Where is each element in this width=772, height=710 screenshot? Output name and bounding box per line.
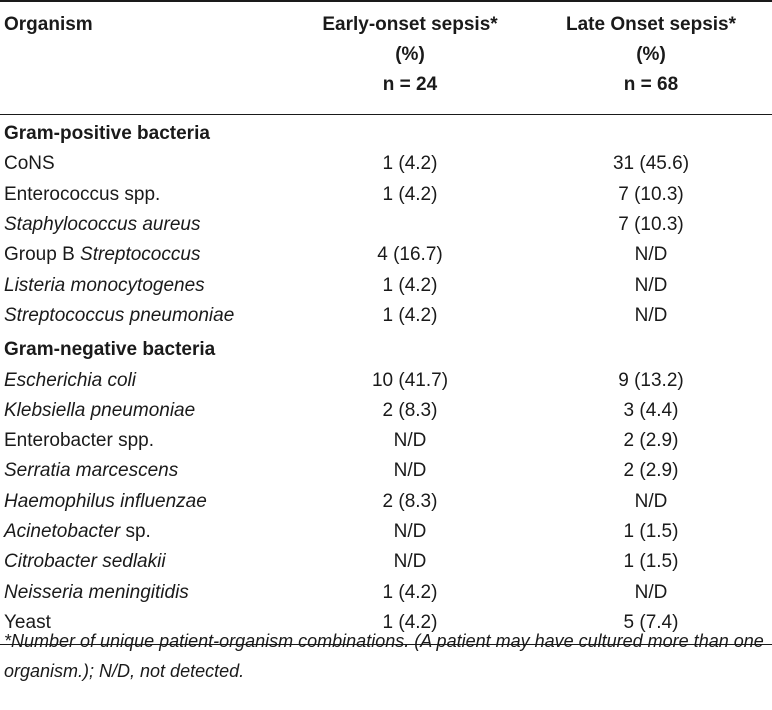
header-early-unit: (%): [395, 44, 425, 65]
organism-name: [0, 240, 290, 270]
section-label: Gram-positive bacteria: [4, 123, 210, 145]
early-value: N/D: [393, 430, 427, 452]
late-value: 9 (13.2): [618, 369, 684, 391]
late-value: N/D: [634, 490, 668, 512]
header-late-n: n = 68: [623, 74, 679, 95]
early-value: 2 (8.3): [382, 399, 438, 421]
table-header-row: [0, 1, 772, 115]
late-value: 7 (10.3): [618, 183, 684, 205]
table-row: [0, 180, 772, 210]
early-value: N/D: [393, 521, 427, 542]
table-row: [0, 149, 772, 179]
late-value: N/D: [634, 244, 668, 266]
late-value: 3 (4.4): [623, 399, 679, 421]
organism-name: Serratia marcescens: [4, 460, 179, 482]
early-value: 1 (4.2): [382, 304, 438, 326]
late-value: 1 (1.5): [623, 551, 679, 573]
organism-name: Enterobacter spp.: [4, 430, 154, 452]
late-value: 1 (1.5): [623, 521, 679, 542]
header-early-title: Early-onset sepsis*: [322, 14, 498, 35]
early-value: 1 (4.2): [382, 274, 438, 296]
table-row: [0, 547, 772, 577]
late-value: 2 (2.9): [623, 430, 679, 452]
organism-name: Klebsiella pneumoniae: [4, 399, 196, 421]
late-value: N/D: [634, 304, 668, 326]
early-value: [290, 210, 530, 240]
organism-name-genus: Streptococcus: [80, 244, 201, 266]
organism-name-suffix: sp.: [120, 521, 151, 542]
late-value: 2 (2.9): [623, 460, 679, 482]
organism-name: [0, 517, 290, 547]
table-row: [0, 426, 772, 456]
late-value: N/D: [634, 274, 668, 296]
organism-name-genus: Acinetobacter: [4, 521, 121, 542]
header-early-onset: [290, 1, 530, 115]
early-value: N/D: [393, 551, 427, 573]
early-value: 4 (16.7): [377, 244, 443, 266]
late-value: N/D: [634, 581, 668, 603]
table-row: [0, 365, 772, 395]
organism-name: Neisseria meningitidis: [4, 581, 189, 603]
header-late-title: Late Onset sepsis*: [565, 14, 737, 35]
organism-name: Streptococcus pneumoniae: [4, 304, 235, 326]
organism-name: Listeria monocytogenes: [4, 274, 205, 296]
organism-name-prefix: Group B: [4, 244, 81, 266]
early-value: 2 (8.3): [382, 490, 438, 512]
table-row: [0, 577, 772, 607]
organism-name: Haemophilus influenzae: [4, 490, 207, 512]
table-row: [0, 487, 772, 517]
header-early-n: n = 24: [382, 74, 438, 95]
organism-name: Escherichia coli: [4, 369, 136, 391]
early-value: 10 (41.7): [371, 369, 449, 391]
late-value: 7 (10.3): [618, 214, 684, 236]
early-value: 1 (4.2): [382, 153, 438, 175]
late-value: 31 (45.6): [612, 153, 690, 175]
organism-name: Yeast: [4, 611, 51, 633]
organism-name: CoNS: [4, 153, 55, 175]
late-value: 5 (7.4): [623, 611, 679, 633]
header-late-onset: [530, 1, 772, 115]
section-row-gram-positive: [0, 115, 772, 150]
table-row: [0, 240, 772, 270]
early-value: 1 (4.2): [382, 581, 438, 603]
section-label: Gram-negative bacteria: [4, 339, 216, 361]
table-footnote: *Number of unique patient-organism combinations. (A patient may have cultured more than one organism.); N/D, not detected.: [4, 631, 764, 681]
table-row: [0, 456, 772, 486]
early-value: N/D: [393, 460, 427, 482]
early-value: 1 (4.2): [382, 611, 438, 633]
table-row: [0, 210, 772, 240]
header-late-unit: (%): [636, 44, 666, 65]
organism-name: Enterococcus spp.: [4, 183, 161, 205]
table-row: [0, 301, 772, 331]
organism-name: Citrobacter sedlakii: [4, 551, 166, 573]
section-row-gram-negative: [0, 331, 772, 365]
organism-name: Staphylococcus aureus: [4, 214, 201, 236]
table-row: [0, 270, 772, 300]
early-value: 1 (4.2): [382, 183, 438, 205]
header-organism: Organism: [4, 14, 93, 35]
table-row: [0, 396, 772, 426]
table-row: [0, 517, 772, 547]
